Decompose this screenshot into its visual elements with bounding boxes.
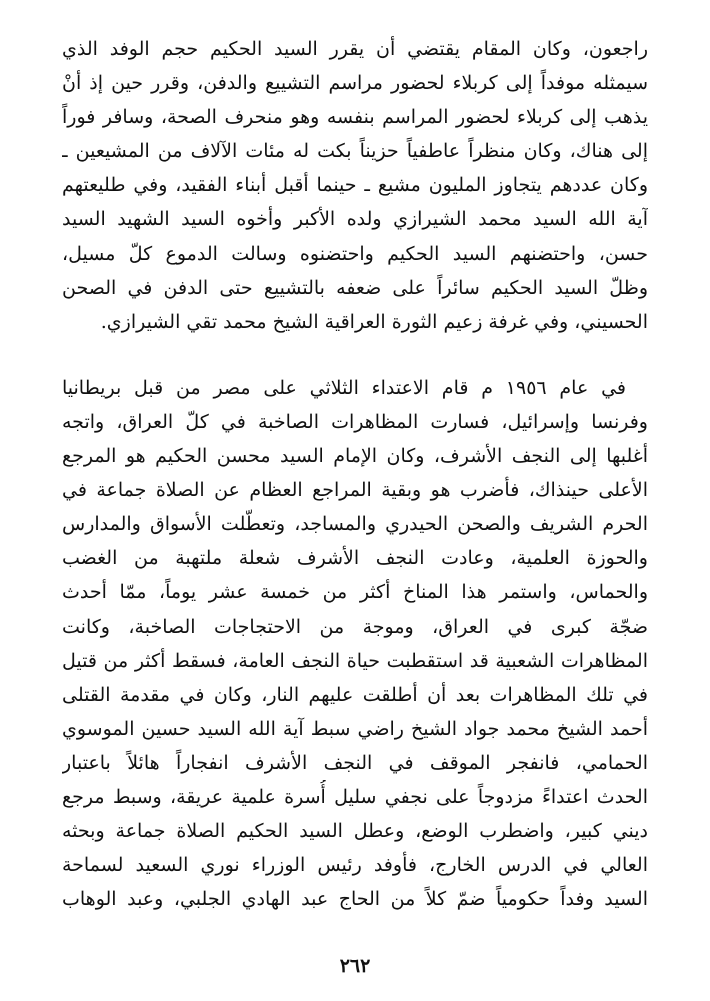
text-line: أحمد الشيخ محمد جواد الشيخ راضي سبط آية الله السيد حسين الموسوي	[62, 717, 648, 740]
text-line: المظاهرات الشعبية قد استقطبت حياة النجف العامة، فسقط أكثر من قتيل	[62, 649, 648, 672]
paragraph-1	[62, 32, 648, 339]
text-line: في تلك المظاهرات بعد أن أطلقت عليهم النار، وكان في مقدمة القتلى	[62, 683, 648, 706]
text-line: العالي في الدرس الخارج، فأوفد رئيس الوزراء نوري السعيد لسماحة	[62, 854, 648, 877]
text-line: أغلبها إلى النجف الأشرف، وكان الإمام السيد محسن الحكيم هو المرجع	[62, 445, 648, 468]
text-line: وظلّ السيد الحكيم سائراً على ضعفه بالتشييع حتى الدفن في الصحن	[62, 276, 648, 299]
text-line: يذهب إلى كربلاء لحضور المراسم بنفسه وهو منحرف الصحة، وسافر فوراً	[62, 106, 648, 129]
text-line: الأعلى حينذاك، فأضرب هو وبقية المراجع العظام عن الصلاة جماعة في	[62, 479, 648, 502]
text-line: والحماس، واستمر هذا المناخ أكثر من خمسة عشر يوماً، ممّا أحدث	[62, 581, 648, 604]
page-number: ٢٦٢	[339, 955, 371, 977]
text-line: الحدث اعتداءً مزدوجاً على نجفي سليل أُسرة علمية عريقة، وسبط مرجع	[62, 785, 648, 808]
text-line: الحسيني، وفي غرفة زعيم الثورة العراقية الشيخ محمد تقي الشيرازي.	[100, 310, 648, 333]
text-line: الحرم الشريف والصحن الحيدري والمساجد، وتعطّلت الأسواق والمدارس	[62, 513, 648, 536]
text-line: وكان عددهم يتجاوز المليون مشيع ـ حينما أقبل أبناء الفقيد، وفي طليعتهم	[62, 174, 648, 197]
text-line: الحمامي، فانفجر الموقف في النجف الأشرف انفجاراً هائلاً باعتبار	[62, 751, 648, 774]
page-body	[62, 32, 648, 972]
text-line: آية الله السيد محمد الشيرازي ولده الأكبر وأخوه السيد الشهيد السيد	[62, 208, 648, 231]
paragraph-gap	[62, 339, 648, 371]
text-line: إلى هناك، وكان منظراً عاطفياً حزيناً بكت له مئات الآلاف من المشيعين ـ	[62, 140, 648, 163]
text-line: وفرنسا وإسرائيل، فسارت المظاهرات الصاخبة في كلّ العراق، واتجه	[62, 410, 648, 433]
text-line: ضجّة كبرى في العراق، وموجة من الاحتجاجات الصاخبة، وكانت	[62, 615, 648, 638]
text-line: راجعون، وكان المقام يقتضي أن يقرر السيد الحكيم حجم الوفد الذي	[62, 38, 648, 60]
text-line: والحوزة العلمية، وعادت النجف الأشرف شعلة ملتهبة من الغضب	[62, 547, 648, 570]
text-line: سيمثله موفداً إلى كربلاء لحضور مراسم التشييع والدفن، وقرر حين إذ أنْ	[62, 72, 648, 95]
text-line: في عام ١٩٥٦ م قام الاعتداء الثلاثي على مصر من قبل بريطانيا	[62, 376, 626, 399]
paragraph-2	[62, 371, 648, 917]
text-line: السيد وفداً حكومياً ضمّ كلاً من الحاج عبد الهادي الجلبي، وعبد الوهاب	[62, 888, 648, 911]
text-line: ديني كبير، واضطرب الوضع، وعطل السيد الحكيم الصلاة جماعة وبحثه	[62, 820, 648, 843]
text-line: حسن، واحتضنهم السيد الحكيم واحتضنوه وسالت الدموع كلّ مسيل،	[62, 242, 648, 265]
